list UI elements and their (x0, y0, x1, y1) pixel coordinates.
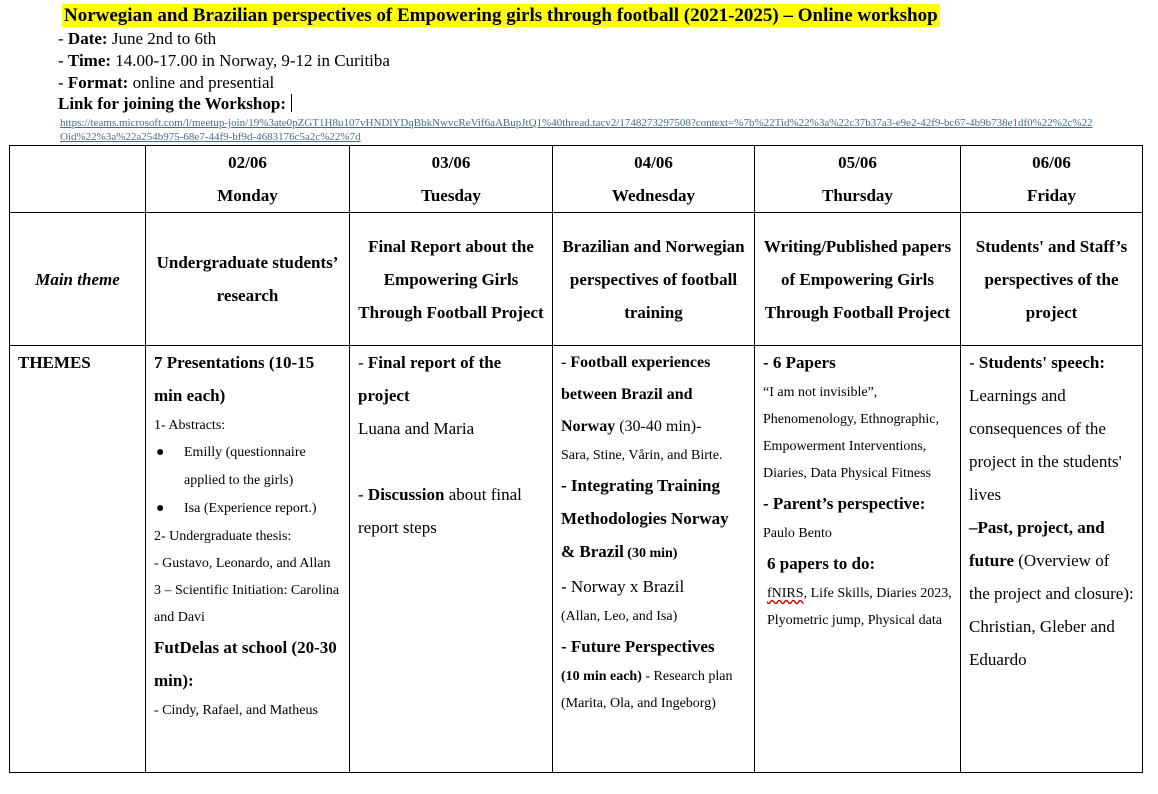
header-row (10, 146, 1143, 213)
teams-meeting-link[interactable]: https://teams.microsoft.com/l/meetup-join/19%3ate0pZGT1H8u107vHNDlYDqBbkNwvcReVif6aABupJtQ1%40thread.tacv2/1748273297508?context=%7b%22Tid%22%3a%22c37b37a3-e9e2-42f9-bc67-4b9b738e1df0%22%2c%22Oid%22%3a%22a254b975-68e7-44f9-bf9d-4683176c5a2c%22%7d (60, 117, 1093, 143)
main-theme-thursday: Writing/Published papers of Empowering Girls Through Football Project (755, 213, 961, 346)
themes-row (10, 346, 1143, 773)
thursday-papers-list: “I am not invisible”, Phenomenology, Ethnographic, Empowerment Interventions, Diaries, Data Physical Fitness (763, 385, 940, 481)
wednesday-item-1-names: Sara, Stine, Vårin, and Birte. (561, 448, 723, 463)
main-theme-wednesday: Brazilian and Norwegian perspectives of football training (553, 213, 755, 346)
wednesday-item-4-detail: (10 min each) - Research plan (Marita, Ola, and Ingeborg) (561, 669, 733, 711)
monday-initiation: 3 – Scientific Initiation: Carolina and Davi (154, 583, 340, 625)
day-header-friday: 06/06 Friday (961, 146, 1143, 213)
tuesday-discussion: - Discussion about final report steps (358, 485, 522, 537)
workshop-title: Norwegian and Brazilian perspectives of Empowering girls through football (2021-2025) – Online workshop (64, 5, 938, 26)
wednesday-item-4: - Future Perspectives (561, 637, 715, 656)
monday-futdelas-names: - Cindy, Rafael, and Matheus (154, 703, 318, 718)
themes-friday (961, 346, 1143, 773)
monday-bullet-2: ● Isa (Experience report.) (156, 501, 317, 516)
friday-speech: - Students' speech: Learnings and consequences of the project in the students' lives (969, 353, 1122, 504)
day-header-tuesday: 03/06 Tuesday (350, 146, 553, 213)
tuesday-final-names: Luana and Maria (358, 419, 475, 438)
schedule-table (9, 145, 1143, 773)
main-theme-monday: Undergraduate students’ research (146, 213, 350, 346)
themes-monday (146, 346, 350, 773)
monday-heading: 7 Presentations (10-15 min each) (154, 353, 315, 405)
monday-thesis-names: - Gustavo, Leonardo, and Allan (154, 556, 331, 571)
day-header-wednesday: 04/06 Wednesday (553, 146, 755, 213)
date-line: - Date: June 2nd to 6th (58, 29, 217, 48)
themes-tuesday (350, 346, 553, 773)
time-line: - Time: 14.00-17.00 in Norway, 9-12 in Curitiba (58, 51, 390, 70)
thursday-parent-name: Paulo Bento (763, 526, 832, 541)
themes-thursday (755, 346, 961, 773)
monday-bullet-1: ● Emilly (questionnaire applied to the girls) (156, 445, 306, 488)
main-theme-friday: Students' and Staff’s perspectives of the project (961, 213, 1143, 346)
tuesday-final-report: - Final report of the project (358, 353, 502, 405)
themes-wednesday (553, 346, 755, 773)
thursday-parent: - Parent’s perspective: (763, 494, 926, 513)
day-header-monday: 02/06 Monday (146, 146, 350, 213)
day-header-thursday: 05/06 Thursday (755, 146, 961, 213)
date-label: Date: (67, 29, 108, 48)
format-line: - Format: online and presential (58, 73, 275, 92)
wednesday-item-1: - Football experiences between Brazil and Norway (30-40 min)- (561, 354, 711, 435)
monday-futdelas: FutDelas at school (20-30 min): (154, 638, 337, 690)
text-cursor (291, 94, 292, 112)
format-value: online and presential (128, 73, 275, 92)
time-label: Time: (67, 51, 112, 70)
wednesday-item-3: - Norway x Brazil (561, 577, 685, 596)
themes-label: THEMES (10, 346, 146, 773)
time-value: 14.00-17.00 in Norway, 9-12 in Curitiba (111, 51, 390, 70)
monday-thesis: 2- Undergraduate thesis: (154, 529, 292, 544)
thursday-todo: 6 papers to do: (767, 554, 876, 573)
monday-abstracts: 1- Abstracts: (154, 418, 226, 433)
corner-cell (10, 146, 146, 213)
thursday-todo-list: fNIRS, Life Skills, Diaries 2023, Plyometric jump, Physical data (767, 586, 952, 628)
wednesday-item-3-names: (Allan, Leo, and Isa) (561, 609, 678, 624)
link-label: Link for joining the Workshop: (58, 94, 292, 114)
main-theme-tuesday: Final Report about the Empowering Girls Through Football Project (350, 213, 553, 346)
format-label: Format: (67, 73, 129, 92)
main-theme-label: Main theme (10, 213, 146, 346)
friday-past-future: –Past, project, and future (Overview of the project and closure): Christian, Gleber and Eduardo (969, 518, 1134, 669)
date-value: June 2nd to 6th (107, 29, 217, 48)
thursday-papers: - 6 Papers (763, 353, 836, 372)
wednesday-item-2: - Integrating Training Methodologies Norway & Brazil (30 min) (561, 476, 729, 561)
main-theme-row (10, 213, 1143, 346)
